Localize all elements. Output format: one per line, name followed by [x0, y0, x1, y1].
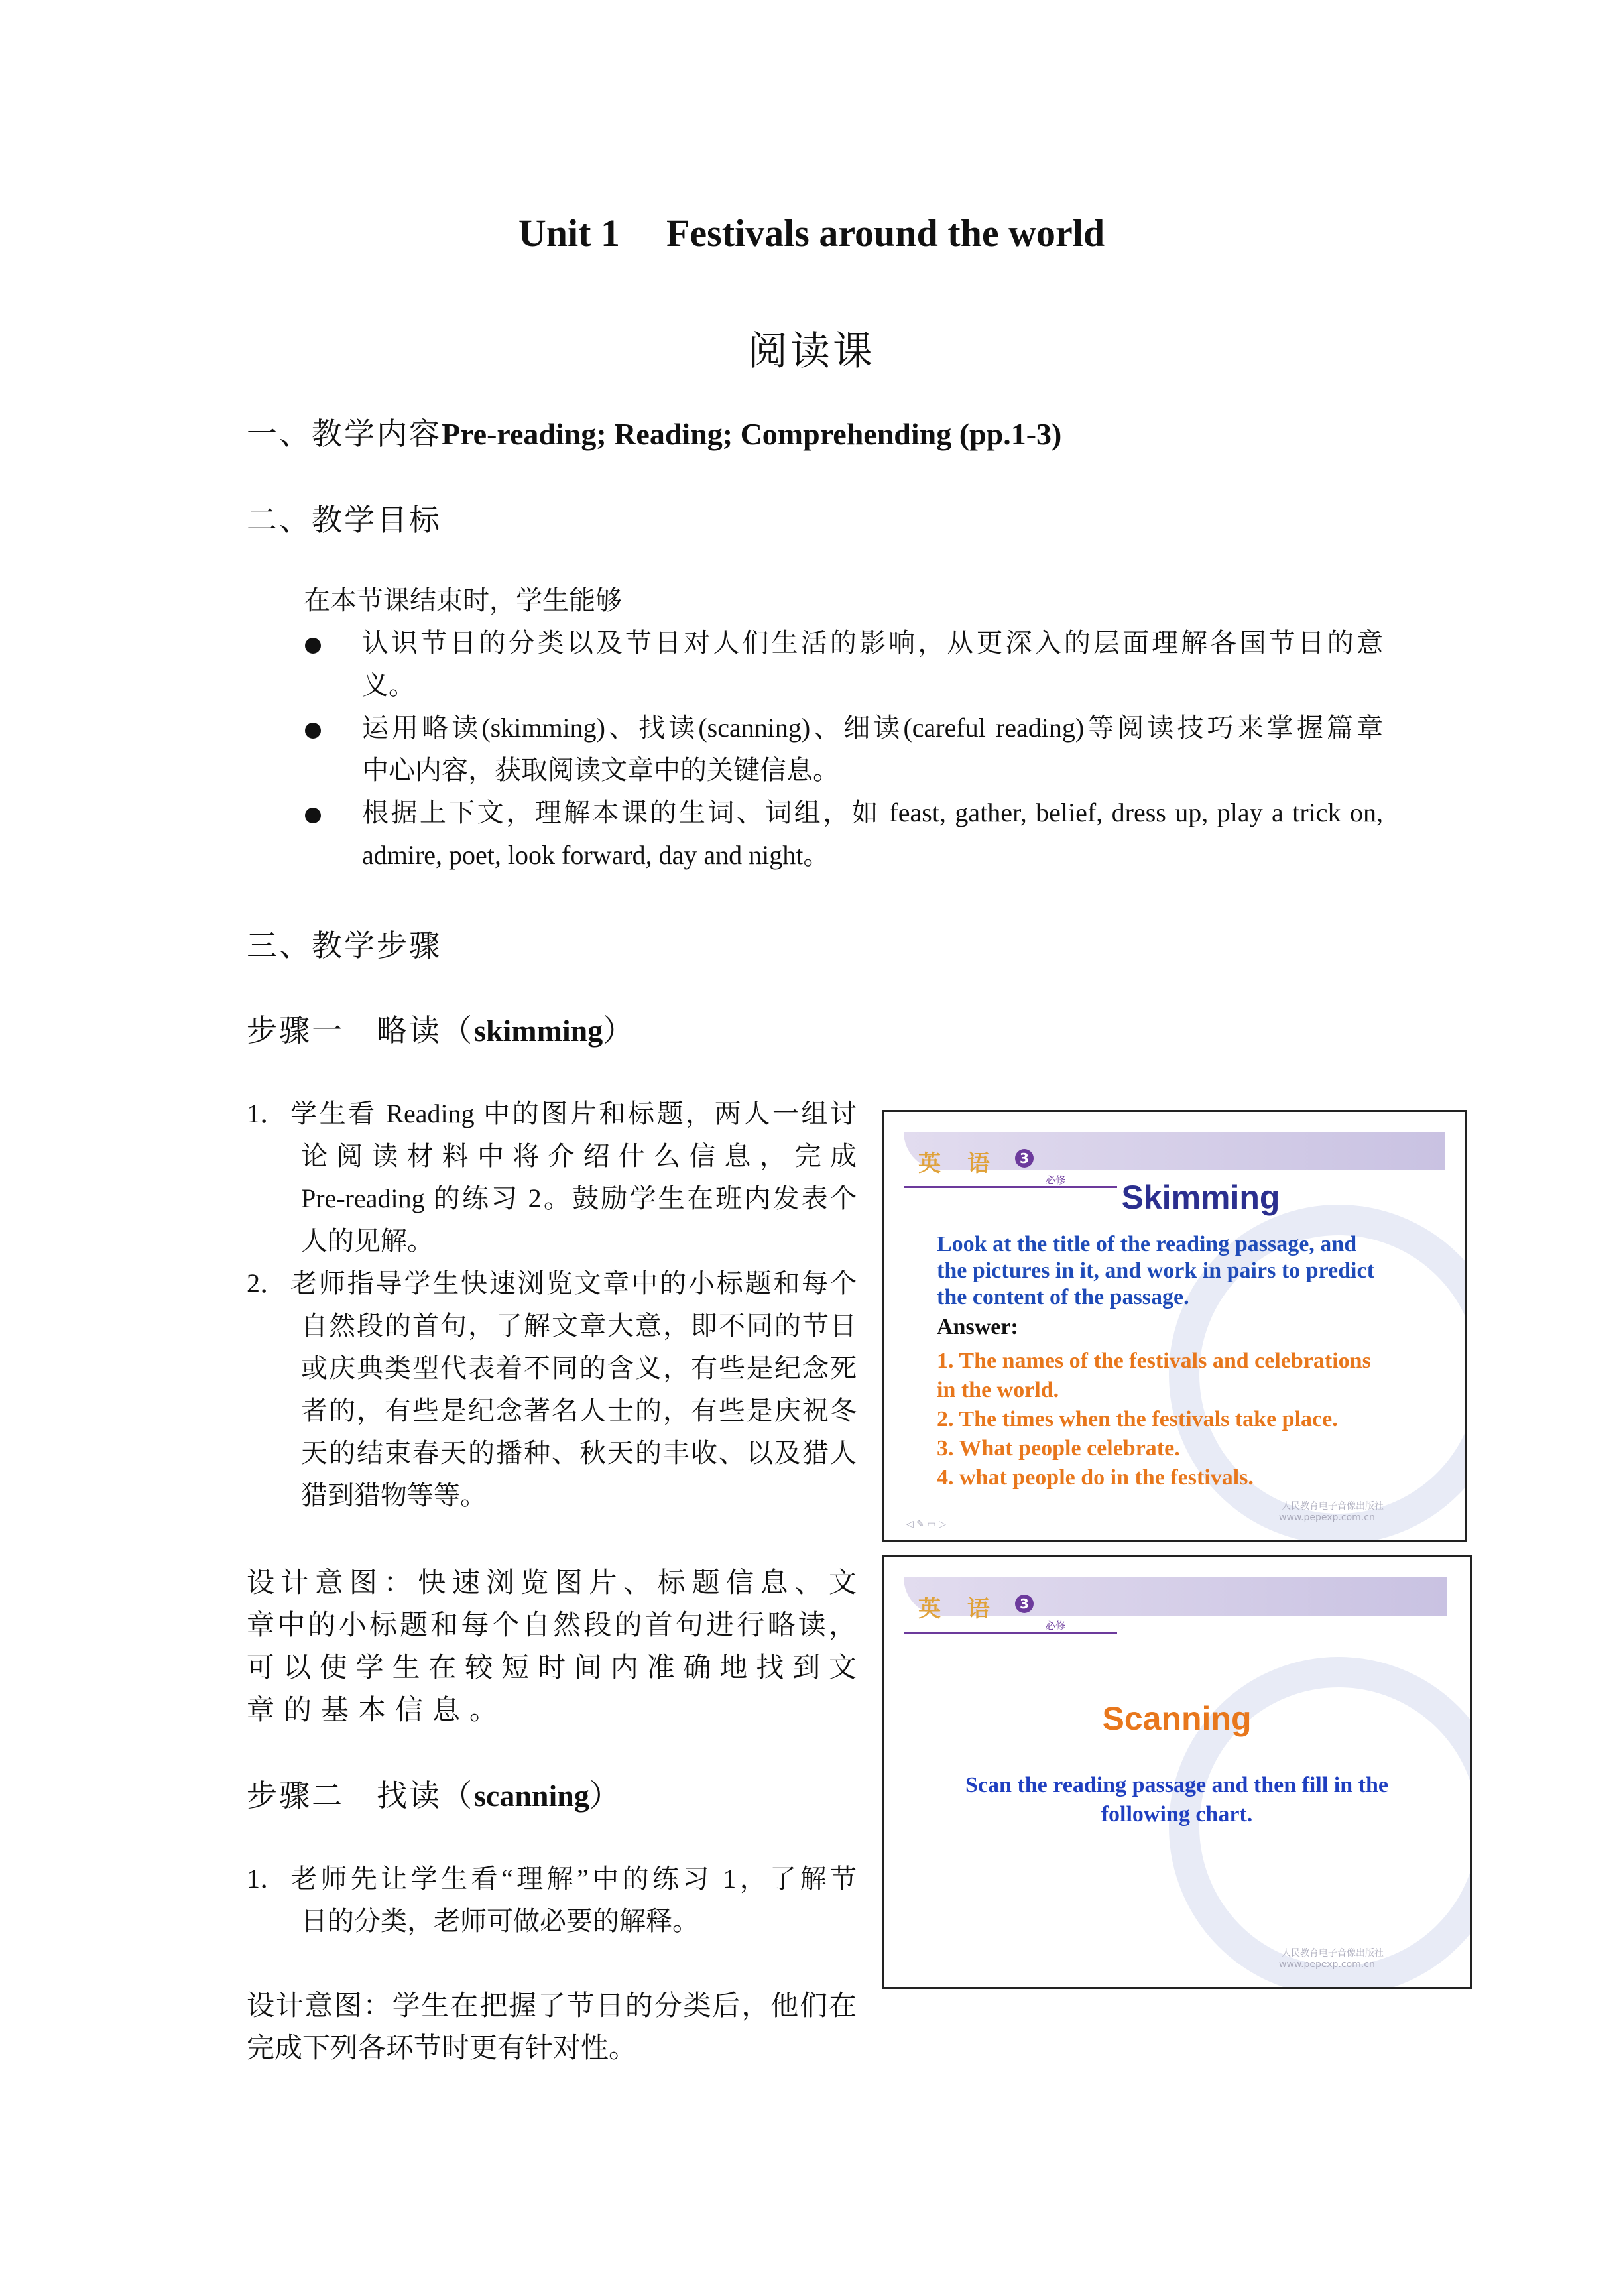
- section-label: 一、教学内容: [247, 417, 442, 451]
- unit-label: Unit 1: [518, 211, 620, 255]
- section-teaching-content: [247, 410, 1061, 453]
- step1-heading: 步骤一 略读（skimming）: [247, 1014, 636, 1048]
- step1-item: 1． 学生看 Reading 中的图片和标题，两人一组讨 论阅读材料中将介绍什么信息，完成 Pre-reading 的练习 2。鼓励学生在班内发表个 人的见解。: [247, 1093, 857, 1262]
- slide-badge: 3: [1015, 1149, 1034, 1168]
- step1-keyword: skimming: [474, 1014, 603, 1048]
- unit-name: Festivals around the world: [666, 211, 1105, 255]
- slide-instruction: Scan the reading passage and then fill in the following chart.: [965, 1773, 1388, 1827]
- section-teaching-goals: 二、教学目标: [247, 503, 442, 537]
- slide-subtag: 必修: [1046, 1620, 1066, 1632]
- step1-design-intent: 设计意图：快速浏览图片、标题信息、文 章中的小标题和每个自然段的首句进行略读， 可以使学生在较短时间内准确地找到文 章的基本信息。: [247, 1568, 857, 1726]
- slide-heading: Skimming: [1121, 1179, 1280, 1216]
- page-subtitle: 阅读课: [748, 330, 875, 373]
- slide-skimming: [882, 1110, 1467, 1542]
- slide-badge: 3: [1015, 1595, 1034, 1613]
- item-number: 1．: [247, 1099, 286, 1128]
- slide-instruction: Look at the title of the reading passage, and the pictures in it, and work in pairs to predict the content of the passage.: [937, 1232, 1374, 1309]
- step2-keyword: scanning: [474, 1779, 589, 1813]
- page-title: [0, 211, 1623, 255]
- item-number: 1．: [247, 1864, 286, 1894]
- list-item: 认识节日的分类以及节日对人们生活的影响，从更深入的层面理解各国节日的意 义。: [362, 628, 1383, 700]
- section-content: Pre-reading; Reading; Comprehending (pp.1-3): [442, 417, 1062, 451]
- design-label: 设计意图：: [247, 1991, 392, 2022]
- slide-answers: 1. The names of the festivals and celebrations in the world. 2. The times when the festivals take place. 3. What people celebrate. 4. what people do in the festivals.: [937, 1349, 1371, 1490]
- slide-rule: [904, 1632, 1117, 1634]
- slide-footer-url: www.pepexp.com.cn: [1279, 1512, 1375, 1523]
- slide-footer-url: www.pepexp.com.cn: [1279, 1959, 1375, 1970]
- slide-logo: 英 语: [918, 1596, 999, 1622]
- step2-design-intent: 设计意图：学生在把握了节日的分类后，他们在 完成下列各环节时更有针对性。: [247, 1991, 857, 2064]
- bullet-dot: [305, 808, 321, 823]
- bullet-dot: [305, 723, 321, 739]
- slide-answer-label: Answer:: [937, 1315, 1018, 1339]
- item-number: 2．: [247, 1268, 286, 1298]
- slide-heading: Scanning: [1102, 1700, 1252, 1737]
- bullet-dot: [305, 638, 321, 654]
- step2-item: 1． 老师先让学生看“理解”中的练习 1，了解节 日的分类，老师可做必要的解释。: [247, 1858, 857, 1943]
- list-item: 运用略读(skimming)、找读(scanning)、细读(careful reading)等阅读技巧来掌握篇章 中心内容，获取阅读文章中的关键信息。: [362, 713, 1383, 785]
- section-teaching-steps: 三、教学步骤: [247, 929, 442, 963]
- slide-scanning: [882, 1555, 1472, 1989]
- slide-logo: 英 语: [918, 1150, 999, 1177]
- slide-subtag: 必修: [1046, 1174, 1066, 1186]
- step2-heading: 步骤二 找读（scanning）: [247, 1779, 622, 1813]
- step1-item: 2． 老师指导学生快速浏览文章中的小标题和每个 自然段的首句，了解文章大意，即不同的节日 或庆典类型代表着不同的含义，有些是纪念死 者的，有些是纪念著名人士的，有些是庆祝冬 天的结束春天的播种、秋天的丰收、以及猎人 猎到猎物等等。: [247, 1262, 857, 1517]
- slide-nav-icons: ◁ ✎ ▭ ▷: [906, 1519, 946, 1530]
- goals-list: [0, 622, 1623, 887]
- design-label: 设计意图：: [247, 1568, 418, 1599]
- list-item: 根据上下文，理解本课的生词、词组，如 feast, gather, belief, dress up, play a trick on, admire, poet, look forward, day and night。: [362, 798, 1383, 870]
- slide-footer-publisher: 人民教育电子音像出版社: [1282, 1948, 1384, 1959]
- slide-footer-publisher: 人民教育电子音像出版社: [1282, 1501, 1384, 1512]
- goals-intro: 在本节课结束时，学生能够: [304, 585, 622, 615]
